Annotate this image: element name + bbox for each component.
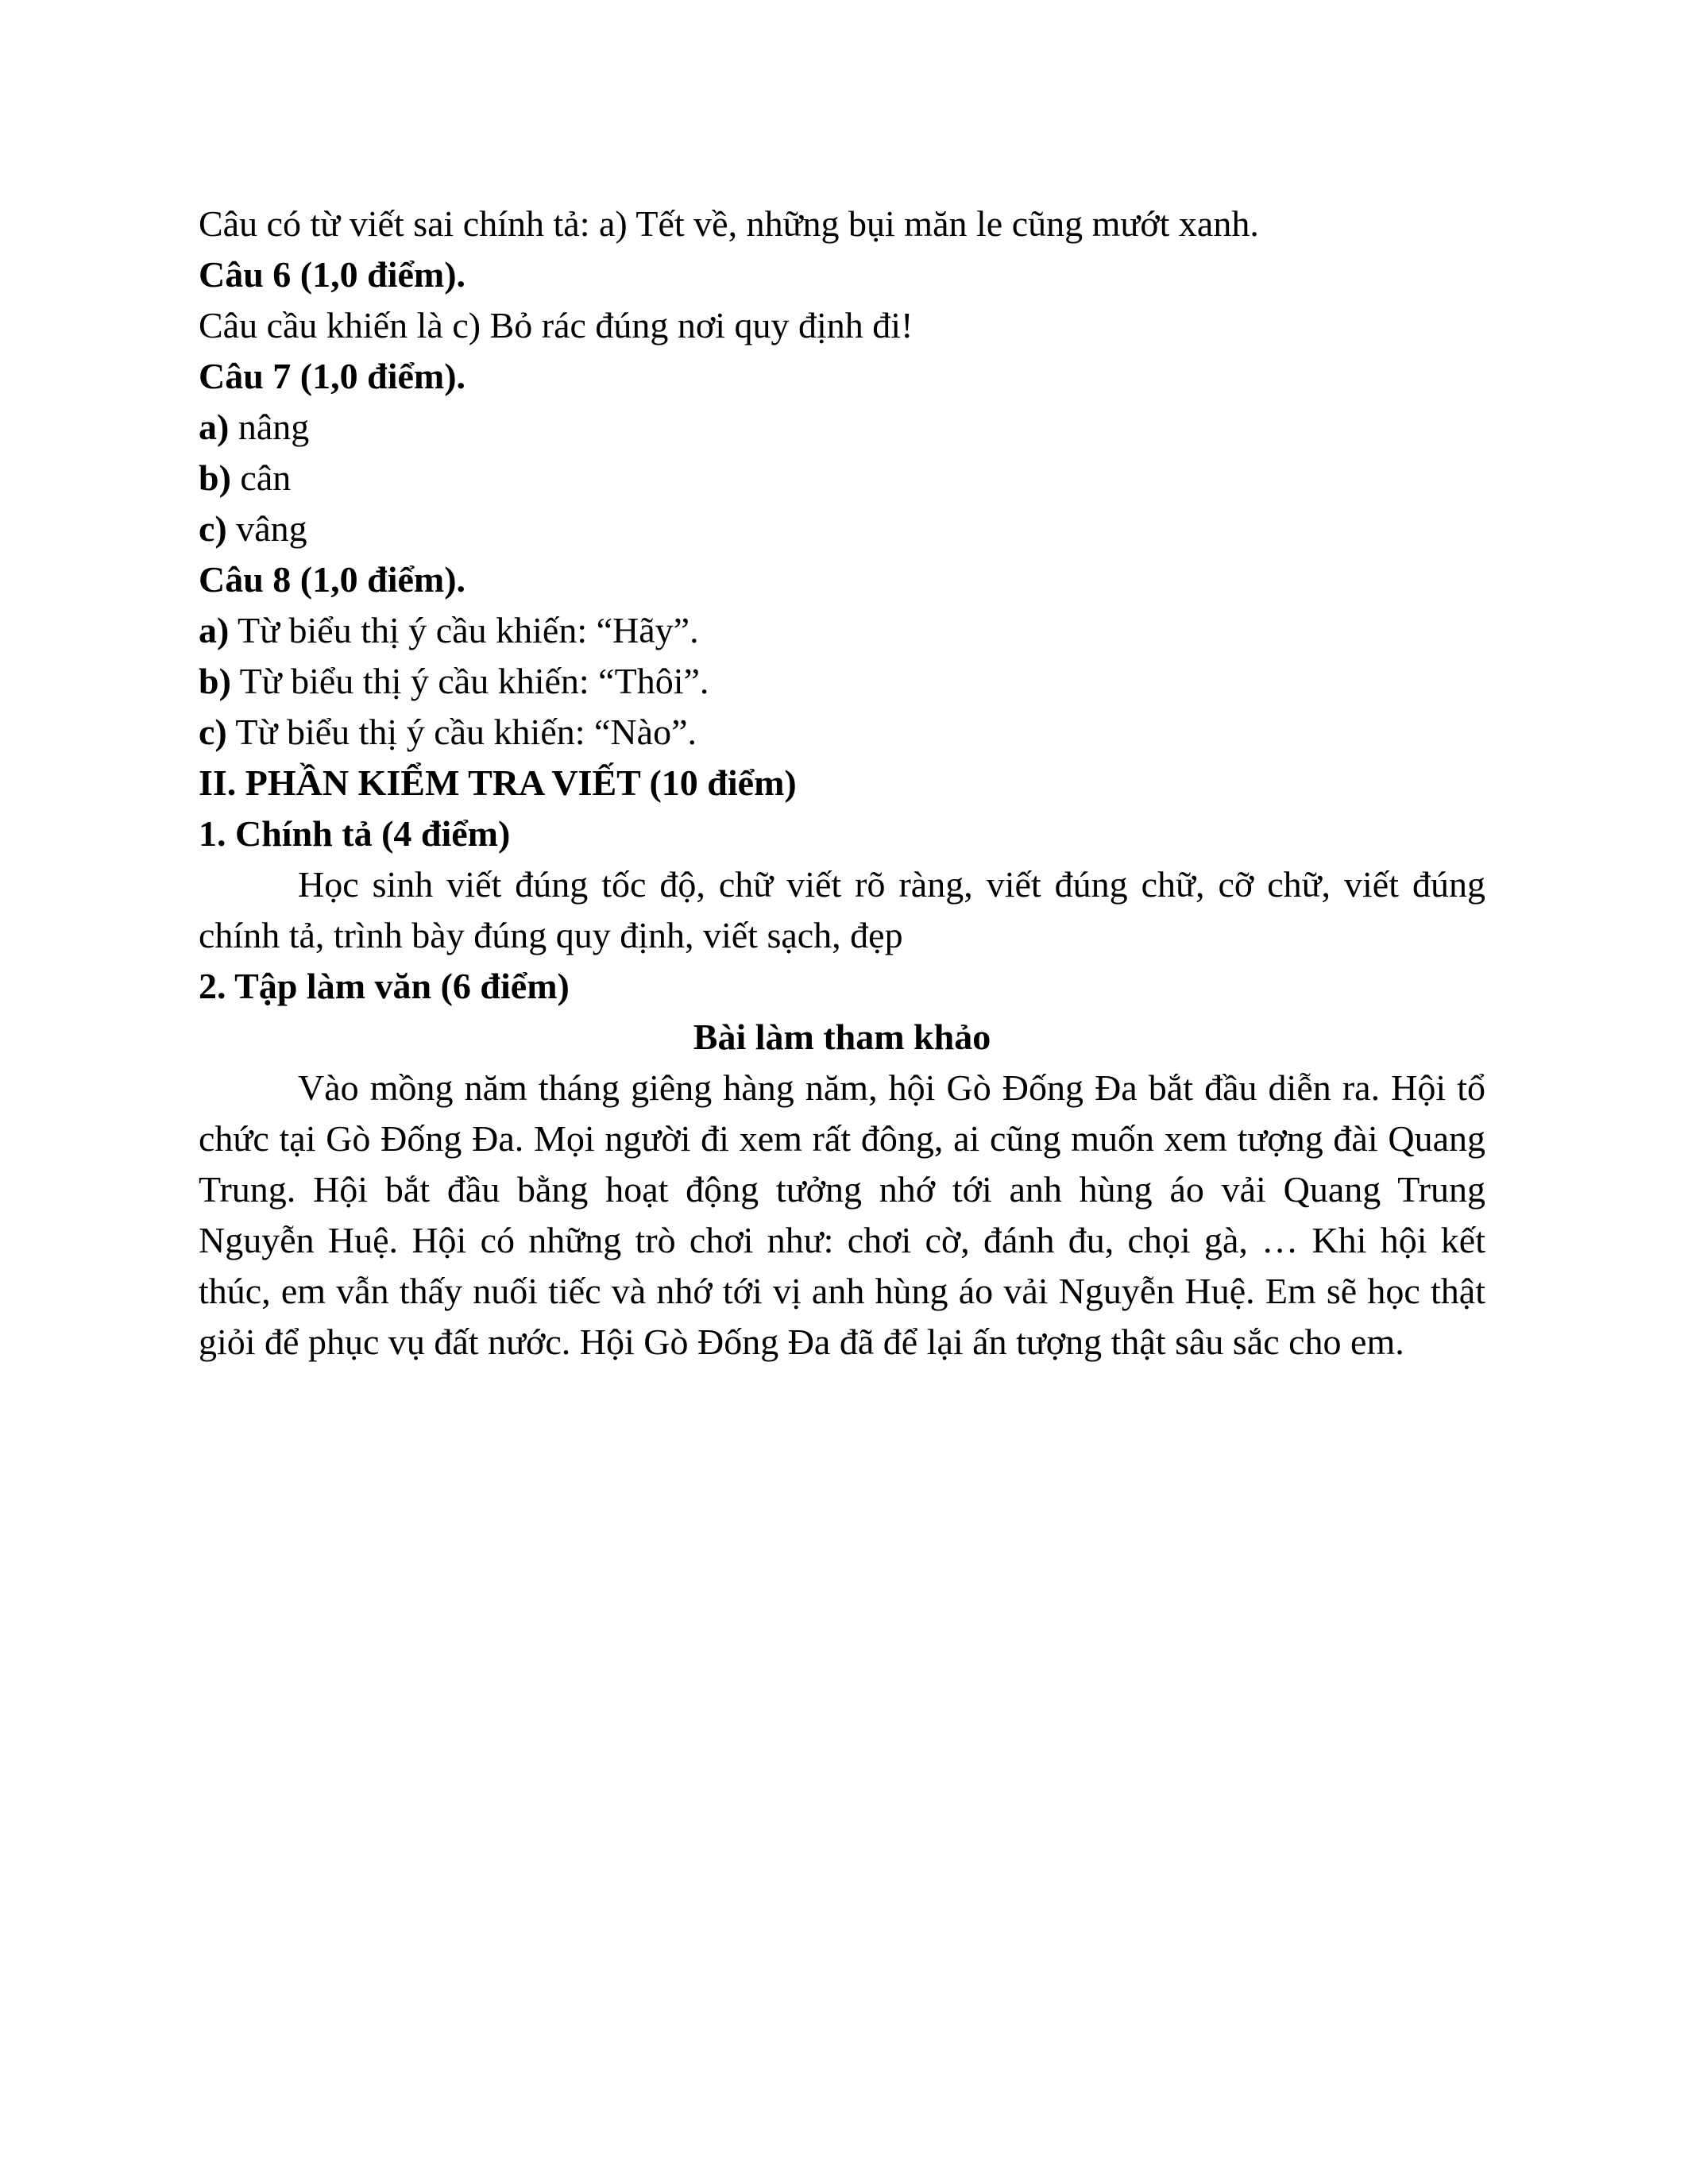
q8-item-b-text: Từ biểu thị ý cầu khiến: “Thôi”. [230,661,709,701]
q7-item-a [199,402,1485,453]
q7-item-c-text: vâng [226,508,307,549]
q8-item-b [199,656,1485,707]
q7-item-b-text: cân [230,457,292,498]
q8-item-a-label: a) [199,610,230,650]
q5-answer: Câu có từ viết sai chính tả: a) Tết về, những bụi măn le cũng mướt xanh. [199,203,1259,244]
q7-item-a-label: a) [199,407,230,447]
q8-item-b-label: b) [199,661,231,701]
q7-item-b-label: b) [199,457,231,498]
q7-heading: Câu 7 (1,0 điểm). [199,356,466,396]
spelling-section-heading: 1. Chính tả (4 điểm) [199,813,511,854]
q6-heading: Câu 6 (1,0 điểm). [199,254,466,295]
q8-heading: Câu 8 (1,0 điểm). [199,559,466,600]
composition-section-heading: 2. Tập làm văn (6 điểm) [199,966,570,1006]
q8-item-a [199,605,1485,656]
essay-text: Vào mồng năm tháng giêng hàng năm, hội Gò Đống Đa bắt đầu diễn ra. Hội tổ chức tại Gò Đống Đa. Mọi người đi xem rất đông, ai cũng muốn xem tượng đài Quang Trung. Hội bắt đầu bằng hoạt động tưởng nhớ tới anh hùng áo vải Quang Trung Nguyễn Huệ. Hội có những trò chơi như: chơi cờ, đánh đu, chọi gà, … Khi hội kết thúc, em vẫn thấy nuối tiếc và nhớ tới vị anh hùng áo vải Nguyễn Huệ. Em sẽ học thật giỏi để phục vụ đất nước. Hội Gò Đống Đa đã để lại ấn tượng thật sâu sắc cho em. [199,1067,1485,1362]
q7-item-a-text: nâng [229,407,310,447]
q8-item-a-text: Từ biểu thị ý cầu khiến: “Hãy”. [229,610,699,650]
q6-answer: Câu cầu khiến là c) Bỏ rác đúng nơi quy định đi! [199,305,914,345]
q8-item-c-label: c) [199,712,227,752]
part2-heading: II. PHẦN KIỂM TRA VIẾT (10 điểm) [199,762,797,803]
q7-item-b [199,453,1485,504]
q7-item-c [199,504,1485,554]
q7-item-c-label: c) [199,508,227,549]
essay-title: Bài làm tham khảo [693,1017,991,1057]
document-body [199,199,1485,1368]
spelling-section-text: Học sinh viết đúng tốc độ, chữ viết rõ ràng, viết đúng chữ, cỡ chữ, viết đúng chính tả, trình bày đúng quy định, viết sạch, đẹp [199,864,1485,955]
q8-item-c [199,707,1485,758]
q8-item-c-text: Từ biểu thị ý cầu khiến: “Nào”. [226,712,697,752]
